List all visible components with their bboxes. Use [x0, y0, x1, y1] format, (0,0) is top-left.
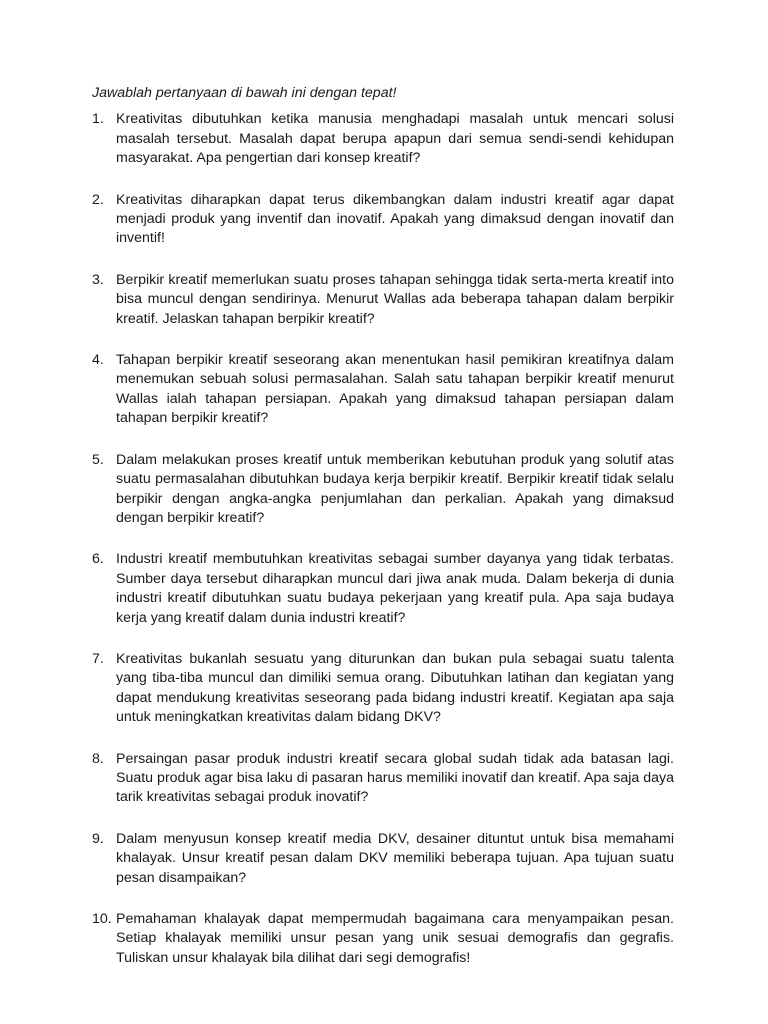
question-item-1 [92, 110, 674, 168]
question-text: Tahapan berpikir kreatif seseorang akan menentukan hasil pemikiran kreatifnya dalam menemukan sebuah solusi permasalahan. Salah satu tahapan berpikir kreatif menurut Wallas ialah tahapan persiapan. Apakah yang dimaksud tahapan persiapan dalam tahapan berpikir kreatif? [116, 352, 674, 427]
question-text: Dalam melakukan proses kreatif untuk memberikan kebutuhan produk yang solutif atas suatu permasalahan dibutuhkan budaya kerja berpikir kreatif. Berpikir kreatif tidak selalu berpikir dengan angka-angka penjumlahan dan perkalian. Apakah yang dimaksud dengan berpikir kreatif? [116, 451, 674, 526]
question-item-3 [92, 271, 674, 329]
question-text: Berpikir kreatif memerlukan suatu proses tahapan sehingga tidak serta-merta kreatif into bisa muncul dengan sendirinya. Menurut Wallas ada beberapa tahapan dalam berpikir kreatif. Jelaskan tahapan berpikir kreatif? [116, 271, 674, 327]
question-number: 7. [92, 650, 104, 667]
question-number: 2. [92, 191, 104, 208]
question-item-8 [92, 750, 674, 808]
question-text: Dalam menyusun konsep kreatif media DKV, desainer dituntut untuk bisa memahami khalayak. Unsur kreatif pesan dalam DKV memiliki beberapa tujuan. Apa tujuan suatu pesan disampaikan? [116, 830, 674, 886]
question-number: 9. [92, 830, 104, 847]
question-item-5 [92, 451, 674, 529]
question-text: Kreativitas bukanlah sesuatu yang diturunkan dan bukan pula sebagai suatu talenta yang tiba-tiba muncul dan dimiliki semua orang. Dibutuhkan latihan dan kegiatan yang dapat mendukung kreativitas seseorang pada bidang industri kreatif. Kegiatan apa saja untuk meningkatkan kreativitas dalam bidang DKV? [116, 650, 674, 726]
question-number: 8. [92, 750, 104, 767]
question-item-10 [92, 910, 674, 968]
question-number: 4. [92, 352, 104, 369]
question-text: Pemahaman khalayak dapat mempermudah bagaimana cara menyampaikan pesan. Setiap khalayak memiliki unsur pesan yang unik sesuai demografis dan gegrafis. Tuliskan unsur khalayak bila dilihat dari segi demografis! [116, 911, 674, 966]
question-text: Kreativitas dibutuhkan ketika manusia menghadapi masalah untuk mencari solusi masalah tersebut. Masalah dapat berupa apapun dari semua sendi-sendi kehidupan masyarakat. Apa pengertian dari konsep kreatif? [116, 111, 674, 167]
question-list [92, 110, 674, 968]
question-item-4 [92, 351, 674, 429]
question-number: 6. [92, 551, 104, 568]
question-item-7 [92, 650, 674, 728]
question-item-6 [92, 550, 674, 628]
question-number: 10. [92, 911, 112, 927]
instruction-heading: Jawablah pertanyaan di bawah ini dengan tepat! [92, 85, 397, 101]
question-item-9 [92, 830, 674, 888]
question-number: 1. [92, 111, 104, 128]
question-item-2 [92, 191, 674, 249]
question-text: Persaingan pasar produk industri kreatif secara global sudah tidak ada batasan lagi. Suatu produk agar bisa laku di pasaran harus memiliki inovatif dan kreatif. Apa saja daya tarik kreativitas sebagai produk inovatif? [116, 750, 674, 806]
question-text: Industri kreatif membutuhkan kreativitas sebagai sumber dayanya yang tidak terbatas. Sumber daya tersebut diharapkan muncul dari jiwa anak muda. Dalam bekerja di dunia industri kreatif dibutuhkan suatu budaya pekerjaan yang kreatif pula. Apa saja budaya kerja yang kreatif dalam dunia industri kreatif? [116, 551, 674, 626]
question-text: Kreativitas diharapkan dapat terus dikembangkan dalam industri kreatif agar dapat menjadi produk yang inventif dan inovatif. Apakah yang dimaksud dengan inovatif dan inventif! [116, 191, 674, 247]
question-number: 3. [92, 271, 104, 288]
question-number: 5. [92, 451, 104, 468]
